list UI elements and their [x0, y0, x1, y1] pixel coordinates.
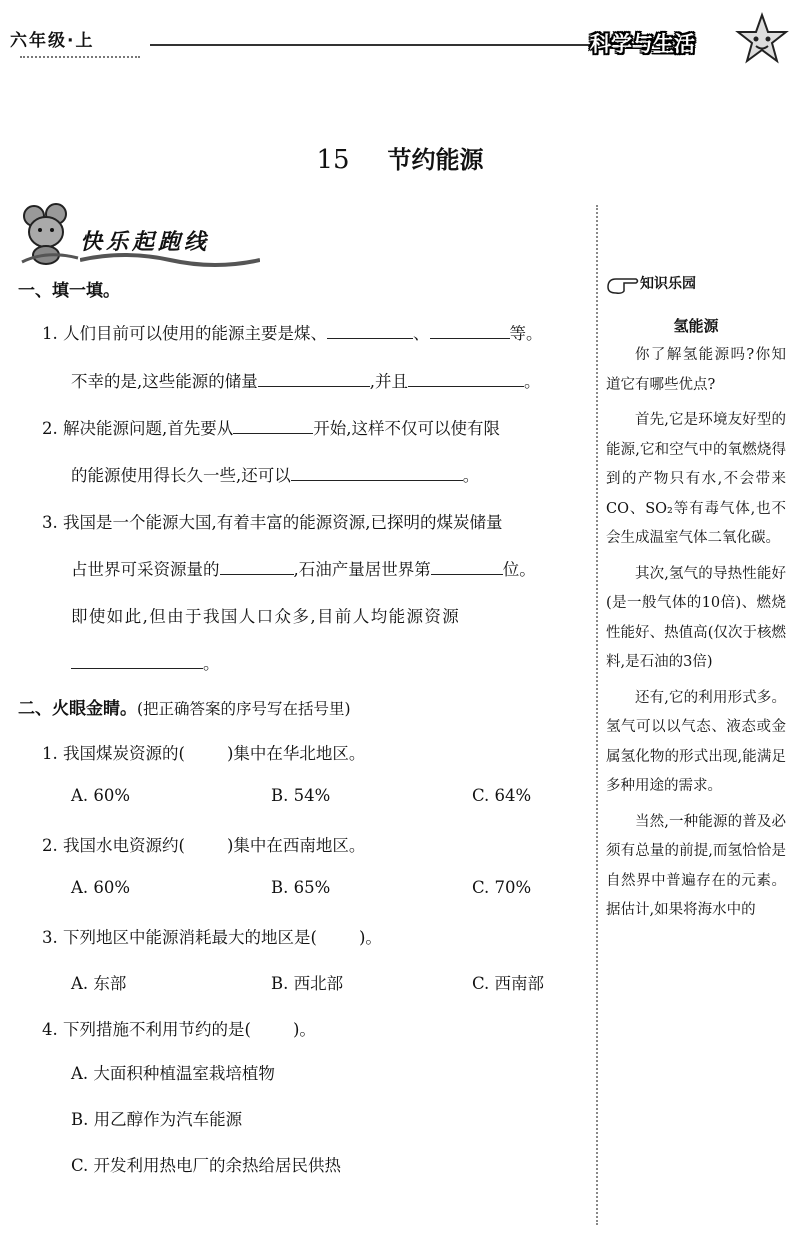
mc-option-b[interactable]: B. 54%: [271, 786, 331, 805]
mc-stem: )集中在华北地区。: [226, 744, 366, 763]
q3-text: 占世界可采资源量的: [71, 560, 220, 579]
column-divider: [596, 205, 598, 1225]
sidebar-paragraph: 首先,它是环境友好型的能源,它和空气中的氧燃烧得到的产物只有水,不会带来CO、SO₂等有毒气体,也不会生成温室气体二氧化碳。: [606, 412, 786, 546]
answer-blank[interactable]: [258, 370, 370, 387]
section2-note: (把正确答案的序号写在括号里): [137, 700, 351, 718]
mc-stem: )集中在西南地区。: [226, 836, 366, 855]
question-3-line-4: [71, 650, 220, 674]
q3-text: 。: [203, 654, 220, 673]
question-3-line-1: 3. 我国是一个能源大国,有着丰富的能源资源,已探明的煤炭储量: [42, 513, 503, 532]
q1-text: ,并且: [369, 372, 408, 391]
mc-option-b[interactable]: B. 用乙醇作为汽车能源: [71, 1110, 243, 1129]
question-2-line-2: [71, 462, 479, 486]
answer-blank[interactable]: [233, 417, 313, 434]
mc-stem: )。: [358, 928, 382, 947]
mc-option-b[interactable]: B. 西北部: [271, 974, 344, 993]
q1-text: 等。: [509, 324, 543, 343]
sidebar-heading: [606, 270, 786, 300]
section-banner: 快乐起跑线: [80, 230, 211, 255]
mouse-mascot-icon: [16, 200, 82, 266]
lesson-title: [0, 140, 800, 175]
mc-option-b[interactable]: B. 65%: [271, 878, 331, 897]
header-dots: [20, 56, 140, 58]
section2-title: 二、火眼金睛。: [18, 699, 137, 719]
q3-text: 位。: [502, 560, 536, 579]
mc-question-2: [42, 832, 365, 856]
question-1-line-2: [71, 368, 541, 392]
question-3-line-3: 即使如此,但由于我国人口众多,目前人均能源资源: [71, 607, 461, 626]
answer-blank[interactable]: [291, 464, 463, 481]
pointing-hand-icon: [606, 275, 640, 295]
answer-blank[interactable]: [408, 370, 524, 387]
mc-stem: )。: [292, 1020, 316, 1039]
sidebar-subtitle: 氢能源: [673, 316, 719, 335]
mc-option-c[interactable]: C. 西南部: [472, 974, 545, 993]
mc-option-a[interactable]: A. 大面积种植温室栽培植物: [71, 1064, 275, 1083]
question-3-line-2: [71, 556, 536, 580]
question-1-line-1: [42, 320, 543, 344]
mc-question-1: [42, 740, 365, 764]
question-2-line-1: [42, 415, 500, 439]
mc-option-a[interactable]: A. 东部: [71, 974, 127, 993]
mc-option-a[interactable]: A. 60%: [71, 878, 131, 897]
answer-blank[interactable]: [430, 322, 510, 339]
q1-text: 。: [524, 372, 541, 391]
mc-stem: 3. 下列地区中能源消耗最大的地区是(: [42, 928, 317, 947]
sidebar-paragraph: 当然,一种能源的普及必须有总量的前提,而氢恰恰是自然界中普遍存在的元素。据估计,如果将海水中的: [606, 813, 786, 918]
knowledge-sidebar: [606, 270, 786, 926]
header-rule: [150, 44, 590, 46]
star-mascot-icon: [734, 12, 790, 68]
q3-text: ,石油产量居世界第: [293, 560, 431, 579]
answer-blank[interactable]: [220, 558, 294, 575]
q1-text: 、: [413, 324, 430, 343]
mc-option-c[interactable]: C. 70%: [472, 878, 532, 897]
lesson-name: 节约能源: [387, 145, 484, 174]
section1-heading: 一、填一填。: [18, 281, 120, 301]
answer-blank[interactable]: [71, 652, 203, 669]
mc-stem: 4. 下列措施不利用节约的是(: [42, 1020, 251, 1039]
sidebar-title: 知识乐园: [640, 276, 696, 292]
q2-text: 开始,这样不仅可以使有限: [313, 419, 500, 438]
q1-text: 1. 人们目前可以使用的能源主要是煤、: [42, 324, 327, 343]
mc-stem: 2. 我国水电资源约(: [42, 836, 185, 855]
grade-label: 六年级·上: [10, 31, 95, 51]
lesson-number: 15: [316, 145, 350, 175]
sidebar-paragraph: 其次,氢气的导热性能好(是一般气体的10倍)、燃烧性能好、热值高(仅次于核燃料,是石油的3倍): [606, 565, 786, 670]
section2-heading: [18, 694, 351, 719]
series-title: 科学与生活: [590, 32, 695, 56]
mc-option-c[interactable]: C. 64%: [472, 786, 532, 805]
mc-question-3: [42, 924, 382, 948]
mc-option-a[interactable]: A. 60%: [71, 786, 131, 805]
sidebar-paragraph: 你了解氢能源吗?你知道它有哪些优点?: [606, 347, 786, 393]
banner-wave-icon: [80, 250, 260, 270]
q2-text: 2. 解决能源问题,首先要从: [42, 419, 234, 438]
q1-text: 不幸的是,这些能源的储量: [71, 372, 258, 391]
mc-stem: 1. 我国煤炭资源的(: [42, 744, 185, 763]
mc-question-4: [42, 1016, 316, 1040]
q2-text: 。: [462, 466, 480, 485]
answer-blank[interactable]: [327, 322, 413, 339]
sidebar-paragraph: 还有,它的利用形式多。氢气可以以气态、液态或金属氢化物的形式出现,能满足多种用途的需求。: [606, 689, 786, 794]
q2-text: 的能源使用得长久一些,还可以: [71, 466, 291, 485]
answer-blank[interactable]: [431, 558, 503, 575]
mc-option-c[interactable]: C. 开发利用热电厂的余热给居民供热: [71, 1156, 342, 1175]
